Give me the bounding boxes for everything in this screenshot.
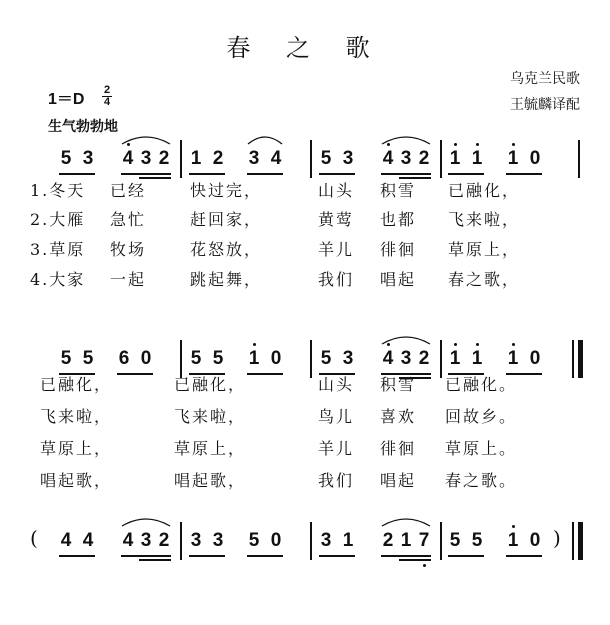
note: 1 [507,348,519,369]
lyric-verse-4: 唱起 [380,471,417,490]
note: 3 [320,530,332,551]
song-title: 春 之 歌 [226,34,384,62]
note: 3 [400,148,412,169]
underline-beam [506,555,542,557]
note: 1 [400,530,412,551]
barline [180,522,182,560]
slur [382,519,430,526]
underline-beam [189,555,225,557]
note: 1 [507,148,519,169]
lyric-verse-1: 1.冬天 [30,181,86,200]
lyric-verse-2: 急忙 [110,210,147,229]
note: 1 [507,530,519,551]
lyric-verse-1: 已融化， [448,181,521,200]
lyric-verse-2: 鸟儿 [318,407,355,426]
lyric-verse-3: 草原上， [448,240,521,259]
origin-credit: 乌克兰民歌 [510,71,580,87]
lyric-verse-3: 徘徊 [380,439,417,458]
note: 5 [471,530,483,551]
tempo-marking: 生气勃勃地 [48,119,118,135]
lyric-verse-3: 牧场 [110,240,147,259]
note: 4 [382,348,394,369]
lyric-verse-2: 喜欢 [380,407,417,426]
lyric-verse-2: 赶回家， [190,210,263,229]
measure-3-2 [188,528,308,554]
note: 5 [320,148,332,169]
lyric-verse-1: 已融化， [174,375,247,394]
lyric-verse-4: 春之歌。 [445,471,518,490]
lyric-verse-3: 草原上， [174,439,247,458]
note: 3 [248,148,260,169]
note: 2 [418,348,430,369]
note: 3 [140,148,152,169]
lyric-verse-1: 山头 [318,181,355,200]
lyric-verse-1: 已融化， [40,375,113,394]
note: 1 [471,348,483,369]
note: 1 [449,148,461,169]
lyric-verse-4: 唱起歌， [40,471,113,490]
note: 0 [529,348,541,369]
time-signature-top: 2 [103,84,111,96]
lyric-verse-3: 3.草原 [30,240,86,259]
lyric-verse-4: 我们 [318,270,355,289]
measure-3-3 [318,528,438,554]
note: 4 [82,530,94,551]
lyric-verse-2: 回故乡。 [445,407,518,426]
note: 4 [122,530,134,551]
underline-beam [448,555,484,557]
note: 1 [248,348,260,369]
note: 3 [212,530,224,551]
note: 2 [158,530,170,551]
lyric-verse-2: 黄莺 [318,210,355,229]
note: 3 [82,148,94,169]
octave-dot-low [423,564,426,567]
close-parenthesis: ) [553,526,561,550]
note: 5 [190,348,202,369]
lyric-verse-2: 2.大雁 [30,210,86,229]
lyric-verse-1: 已融化。 [445,375,518,394]
octave-dot-high [512,525,515,528]
lyric-verse-4: 唱起歌， [174,471,247,490]
note: 4 [382,148,394,169]
lyric-verse-3: 徘徊 [380,240,417,259]
note: 5 [60,348,72,369]
lyric-verse-1: 积雪 [380,181,417,200]
lyric-verse-2: 也都 [380,210,417,229]
lyric-verse-1: 积雪 [380,375,417,394]
lyric-verse-4: 4.大家 [30,270,86,289]
note: 1 [342,530,354,551]
lyric-verse-4: 我们 [318,471,355,490]
note: 2 [418,148,430,169]
note: 5 [212,348,224,369]
underline-beam [381,555,431,557]
note: 5 [320,348,332,369]
lyric-verse-3: 羊儿 [318,240,355,259]
note: 3 [400,348,412,369]
note: 2 [212,148,224,169]
note: 1 [449,348,461,369]
lyric-verse-3: 草原上。 [445,439,518,458]
lyric-verse-3: 草原上， [40,439,113,458]
barline [310,522,312,560]
measure-3-1 [58,528,178,554]
lyric-verse-2: 飞来啦， [174,407,247,426]
lyric-verse-4: 唱起 [380,270,417,289]
note: 5 [449,530,461,551]
note: 1 [190,148,202,169]
note: 4 [270,148,282,169]
lyric-verse-4: 跳起舞， [190,270,263,289]
final-barline-thin [572,522,574,560]
note: 0 [140,348,152,369]
underline-beam [247,555,283,557]
underline-beam [121,555,171,557]
lyric-verse-1: 快过完， [190,181,263,200]
key-signature: 1＝D [48,91,85,108]
time-signature-bottom: 4 [103,96,111,108]
lyric-verse-1: 山头 [318,375,355,394]
underline-beam-double [139,559,171,561]
lyric-verse-3: 羊儿 [318,439,355,458]
lyric-verse-4: 一起 [110,270,147,289]
note: 3 [190,530,202,551]
slur [122,519,170,526]
lyric-verse-4: 春之歌， [448,270,521,289]
arranger-credit: 王毓麟译配 [510,97,580,113]
note: 0 [270,530,282,551]
note: 0 [270,348,282,369]
note: 6 [118,348,130,369]
note: 0 [529,148,541,169]
note: 7 [418,530,430,551]
note: 5 [248,530,260,551]
note: 0 [529,530,541,551]
lyric-verse-2: 飞来啦， [448,210,521,229]
lyric-verse-1: 已经 [110,181,147,200]
note: 4 [60,530,72,551]
note: 1 [471,148,483,169]
note: 3 [140,530,152,551]
barline [440,522,442,560]
underline-beam [319,555,355,557]
note: 3 [342,348,354,369]
final-barline-thick [578,522,583,560]
note: 5 [82,348,94,369]
note: 3 [342,148,354,169]
note: 5 [60,148,72,169]
measure-3-4 [447,528,567,554]
note: 2 [382,530,394,551]
open-parenthesis: ( [30,526,38,550]
underline-beam-double [399,559,431,561]
lyric-verse-2: 飞来啦， [40,407,113,426]
lyric-verse-3: 花怒放， [190,240,263,259]
underline-beam [59,555,95,557]
note: 2 [158,148,170,169]
note: 4 [122,148,134,169]
